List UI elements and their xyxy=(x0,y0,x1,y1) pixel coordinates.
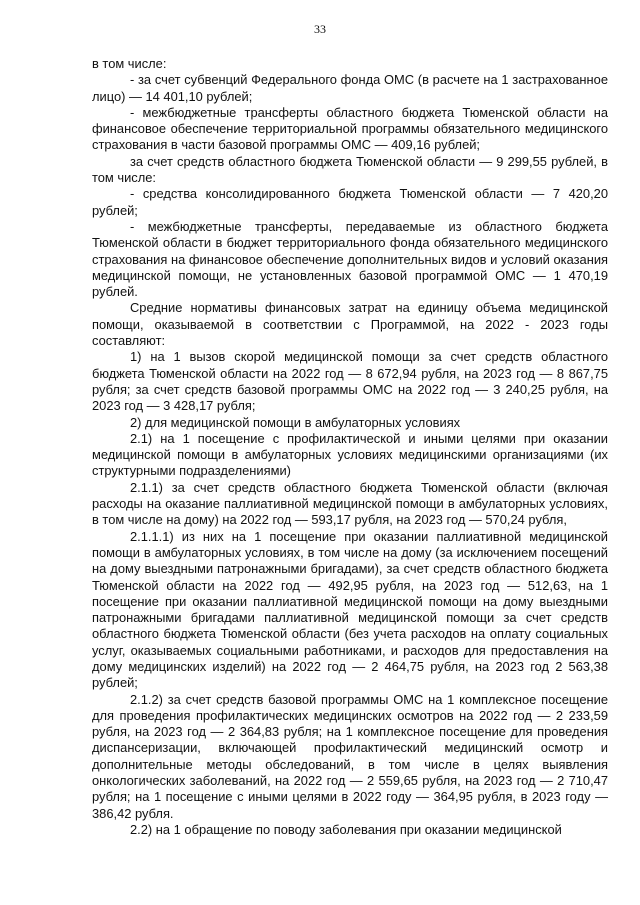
paragraph-2-2: 2.2) на 1 обращение по поводу заболевания при оказании медицинской xyxy=(130,821,562,837)
paragraph-2-1-1: 2.1.1) за счет средств областного бюджета Тюменской области (включая расходы на оказание паллиативной медицинской помощи в амбулаторных условиях, в том числе на дому) на 2022 год — 593,17 рубля, на 2023 год — 570,24 рубля, xyxy=(92,479,608,528)
paragraph-subventions: - за счет субвенций Федерального фонда ОМС (в расчете на 1 застрахованное лицо) — 14 401,10 рублей; xyxy=(92,72,608,104)
paragraph-cost-standards: Средние нормативы финансовых затрат на единицу объема медицинской помощи, оказываемой в соответствии с Программой, на 2022 - 2023 годы составляют: xyxy=(92,300,608,349)
paragraph-2-1-2: 2.1.2) за счет средств базовой программы ОМС на 1 комплексное посещение для проведения профилактических медицинских осмотров на 2022 год — 2 233,59 рубля, на 2023 год — 2 364,83 рубля; на 1 комплексное посещение для проведения диспансеризации, включающей профилактический медицинский осмотр и дополнительные методы обследований, в том числе в целях выявления онкологических заболеваний, на 2022 год — 2 559,65 рубля, на 2023 год — 2 710,47 рубля; на 1 посещение с иными целями в 2022 году — 364,95 рубля, в 2023 году — 386,42 рубля. xyxy=(92,691,608,821)
paragraph-2-1-1-1: 2.1.1.1) из них на 1 посещение при оказании паллиативной медицинской помощи в амбулаторных условиях, в том числе на дому (за исключением посещений на дому выездными патронажными бригадами), за счет средств областного бюджета Тюменской области на 2022 год — 492,95 рубля, на 2023 год — 512,63, на 1 посещение при оказании паллиативной медицинской помощи на дому выездными патронажными бригадами паллиативной медицинской помощи за счет средств областного бюджета Тюменской области (без учета расходов на оплату социальных услуг, оказываемых социальными работниками, и расходов для предоставления на дому медицинских изделий) на 2022 год — 2 464,75 рубля, на 2023 год 2 563,38 рублей; xyxy=(92,528,608,691)
paragraph-outpatient: 2) для медицинской помощи в амбулаторных условиях xyxy=(130,414,461,430)
document-body xyxy=(92,56,608,838)
paragraph-ambulance: 1) на 1 вызов скорой медицинской помощи за счет средств областного бюджета Тюменской области на 2022 год — 8 672,94 рубля, на 2023 год — 8 867,75 рубля; за счет средств базовой программы ОМС на 2022 год — 3 240,25 рубля, на 2023 год — 3 428,17 рубля; xyxy=(92,349,608,414)
paragraph-consolidated-budget: - средства консолидированного бюджета Тюменской области — 7 420,20 рублей; xyxy=(92,186,608,218)
paragraph-additional-transfers: - межбюджетные трансферты, передаваемые из областного бюджета Тюменской области в бюджет территориального фонда обязательного медицинского страхования на финансовое обеспечение дополнительных видов и условий оказания медицинской помощи, не установленных базовой программой ОМС — 1 470,19 рублей. xyxy=(92,218,608,300)
paragraph-2-1: 2.1) на 1 посещение с профилактической и иными целями при оказании медицинской помощи в амбулаторных условиях медицинскими организациями (их структурными подразделениями) xyxy=(92,430,608,479)
paragraph-interbudget-transfers: - межбюджетные трансферты областного бюджета Тюменской области на финансовое обеспечение территориальной программы обязательного медицинского страхования в части базовой программы ОМС — 409,16 рублей; xyxy=(92,104,608,153)
paragraph-regional-budget: за счет средств областного бюджета Тюменской области — 9 299,55 рублей, в том числе: xyxy=(92,153,608,186)
paragraph-intro: в том числе: xyxy=(92,56,167,71)
page-number: 33 xyxy=(314,22,326,36)
